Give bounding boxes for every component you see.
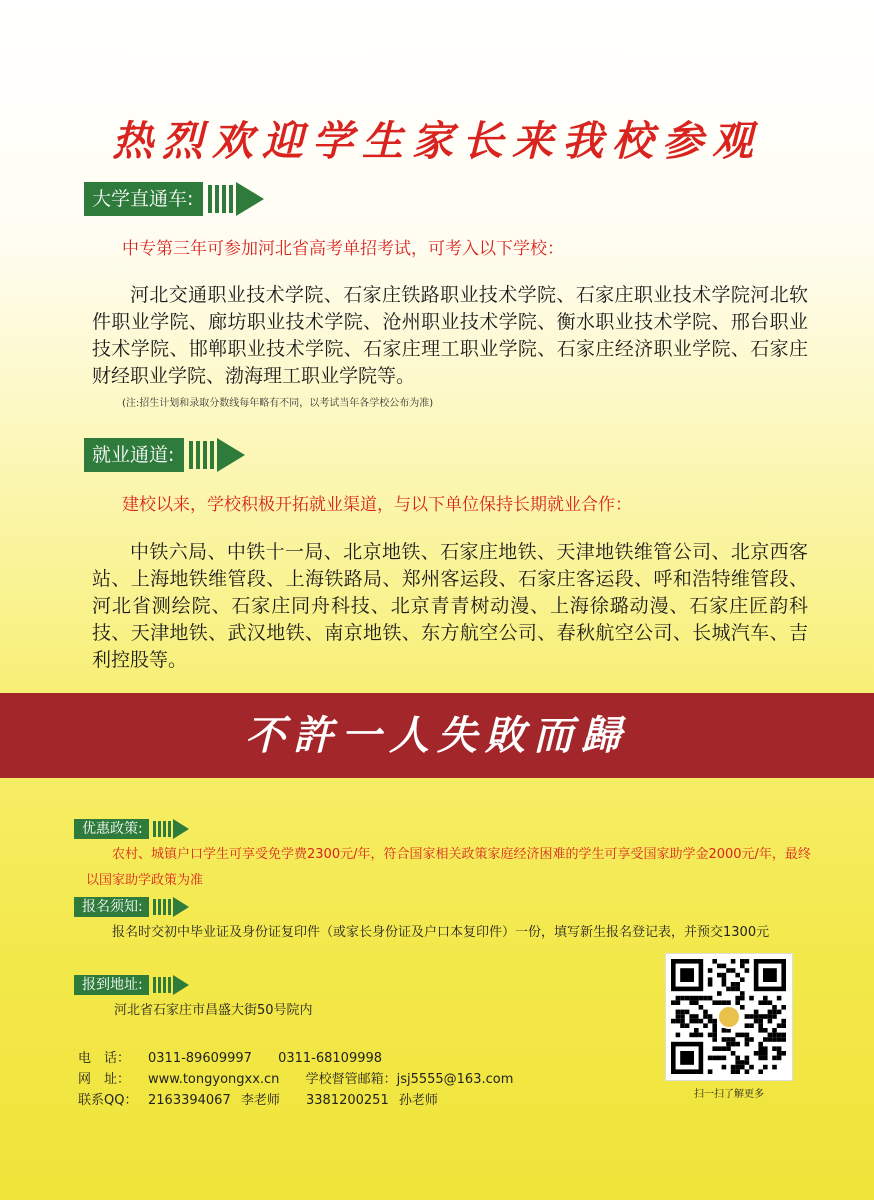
tag-bars-icon bbox=[151, 897, 171, 917]
employment-tag bbox=[84, 438, 245, 472]
arrow-right-icon bbox=[173, 975, 189, 995]
registration-tag-label: 报名须知: bbox=[74, 897, 149, 917]
contact-web-line bbox=[78, 1068, 513, 1087]
arrow-right-icon bbox=[217, 438, 245, 472]
phone-1[interactable]: 0311-89609997 bbox=[148, 1051, 252, 1066]
qr-code[interactable] bbox=[665, 953, 793, 1081]
contact-qq-line bbox=[78, 1089, 438, 1108]
tag-bars-icon bbox=[151, 975, 171, 995]
address-text: 河北省石家庄市昌盛大街50号院内 bbox=[114, 1003, 313, 1018]
tag-bars-icon bbox=[186, 438, 214, 472]
employment-tag-label: 就业通道: bbox=[84, 438, 184, 472]
phone-label: 电 话： bbox=[78, 1051, 131, 1066]
policy-text: 农村、城镇户口学生可享受免学费2300元/年，符合国家相关政策家庭经济困难的学生可享受国家助学金2000元/年，最终以国家助学政策为准 bbox=[86, 847, 811, 888]
email-link[interactable]: jsj5555@163.com bbox=[396, 1072, 514, 1087]
policy-tag-label: 优惠政策: bbox=[74, 819, 149, 839]
university-tag bbox=[84, 182, 264, 216]
employment-intro: 建校以来，学校积极开拓就业渠道，与以下单位保持长期就业合作： bbox=[122, 495, 632, 515]
arrow-right-icon bbox=[173, 897, 189, 917]
policy-tag bbox=[74, 819, 189, 839]
qq-1-name: 李老师 bbox=[240, 1093, 280, 1108]
qq-2[interactable]: 3381200251 bbox=[306, 1093, 389, 1108]
contact-phone-line bbox=[78, 1047, 382, 1066]
registration-text: 报名时交初中毕业证及身份证复印件（或家长身份证及户口本复印件）一份，填写新生报名登记表，并预交1300元 bbox=[112, 925, 770, 940]
registration-tag bbox=[74, 897, 189, 917]
qr-code-icon bbox=[666, 954, 792, 1080]
qr-caption: 扫一扫了解更多 bbox=[694, 1089, 764, 1100]
tag-bars-icon bbox=[205, 182, 233, 216]
tag-bars-icon bbox=[151, 819, 171, 839]
university-intro: 中专第三年可参加河北省高考单招考试，可考入以下学校： bbox=[122, 239, 564, 259]
email-label: 学校督管邮箱： bbox=[305, 1072, 397, 1087]
phone-2[interactable]: 0311-68109998 bbox=[278, 1051, 383, 1066]
university-list: 河北交通职业技术学院、石家庄铁路职业技术学院、石家庄职业技术学院河北软件职业学院、廊坊职业技术学院、沧州职业技术学院、衡水职业技术学院、邢台职业技术学院、邯郸职业技术学院、石家庄理工职业学院、石家庄经济职业学院、石家庄财经职业学院、渤海理工职业学院等。 bbox=[92, 284, 808, 387]
university-note: (注:招生计划和录取分数线每年略有不同，以考试当年各学校公布为准) bbox=[122, 398, 434, 409]
arrow-right-icon bbox=[173, 819, 189, 839]
qq-1[interactable]: 2163394067 bbox=[148, 1093, 231, 1108]
employment-list: 中铁六局、中铁十一局、北京地铁、石家庄地铁、天津地铁维管公司、北京西客站、上海地铁维管段、上海铁路局、郑州客运段、石家庄客运段、呼和浩特维管段、河北省测绘院、石家庄同舟科技、北京青青树动漫、上海徐璐动漫、石家庄匠韵科技、天津地铁、武汉地铁、南京地铁、东方航空公司、春秋航空公司、长城汽车、吉利控股等。 bbox=[92, 541, 808, 671]
qq-label: 联系QQ： bbox=[78, 1093, 138, 1108]
motto-banner: 不許一人失敗而歸 bbox=[0, 693, 874, 778]
qq-2-name: 孙老师 bbox=[398, 1093, 438, 1108]
address-tag-label: 报到地址: bbox=[74, 975, 149, 995]
arrow-right-icon bbox=[236, 182, 264, 216]
address-tag bbox=[74, 975, 189, 995]
headline: 热烈欢迎学生家长来我校参观 bbox=[112, 117, 762, 165]
website-link[interactable]: www.tongyongxx.cn bbox=[148, 1072, 280, 1087]
university-tag-label: 大学直通车: bbox=[84, 182, 203, 216]
web-label: 网 址： bbox=[78, 1072, 131, 1087]
